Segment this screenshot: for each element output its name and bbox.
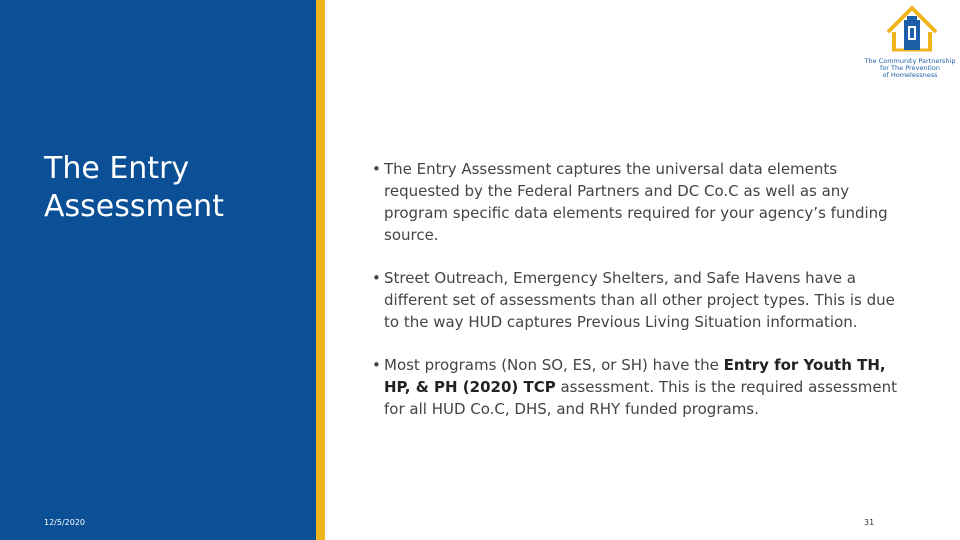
bullet-text-continued: assessment. This is the required assessment for all HUD Co.C, DHS, and RHY funded programs. [384, 378, 897, 418]
organization-logo [862, 2, 958, 84]
bullet-list [372, 158, 902, 441]
bullet-dot-icon: • [372, 356, 381, 374]
assessment-name: Entry for Youth TH, HP, & PH (2020) TCP [384, 356, 886, 396]
left-title-panel [0, 0, 316, 540]
bullet-text: The Entry Assessment captures the universal data elements requested by the Federal Partners and DC Co.C as well as any program specific data elements required for your agency’s funding source. [384, 160, 888, 244]
logo-text [862, 58, 958, 79]
slide-number: 31 [864, 518, 875, 527]
slide-date: 12/5/2020 [44, 518, 86, 527]
bullet-text: Most programs (Non SO, ES, or SH) have the [384, 356, 724, 374]
bullet-item [372, 354, 902, 420]
bullet-text: Street Outreach, Emergency Shelters, and Safe Havens have a different set of assessments than all other project types. This is due to the way HUD captures Previous Living Situation information. [384, 269, 895, 331]
logo-line: for The Prevention [880, 64, 940, 72]
house-logo-icon [862, 2, 958, 58]
bullet-dot-icon: • [372, 160, 381, 178]
bullet-dot-icon: • [372, 269, 381, 287]
bullet-item [372, 267, 902, 333]
bullet-item [372, 158, 902, 246]
logo-line: The Community Partnership [864, 57, 956, 65]
logo-line: of Homelessness [882, 71, 938, 79]
accent-divider [316, 0, 325, 540]
slide-title: The Entry Assessment [44, 151, 224, 224]
